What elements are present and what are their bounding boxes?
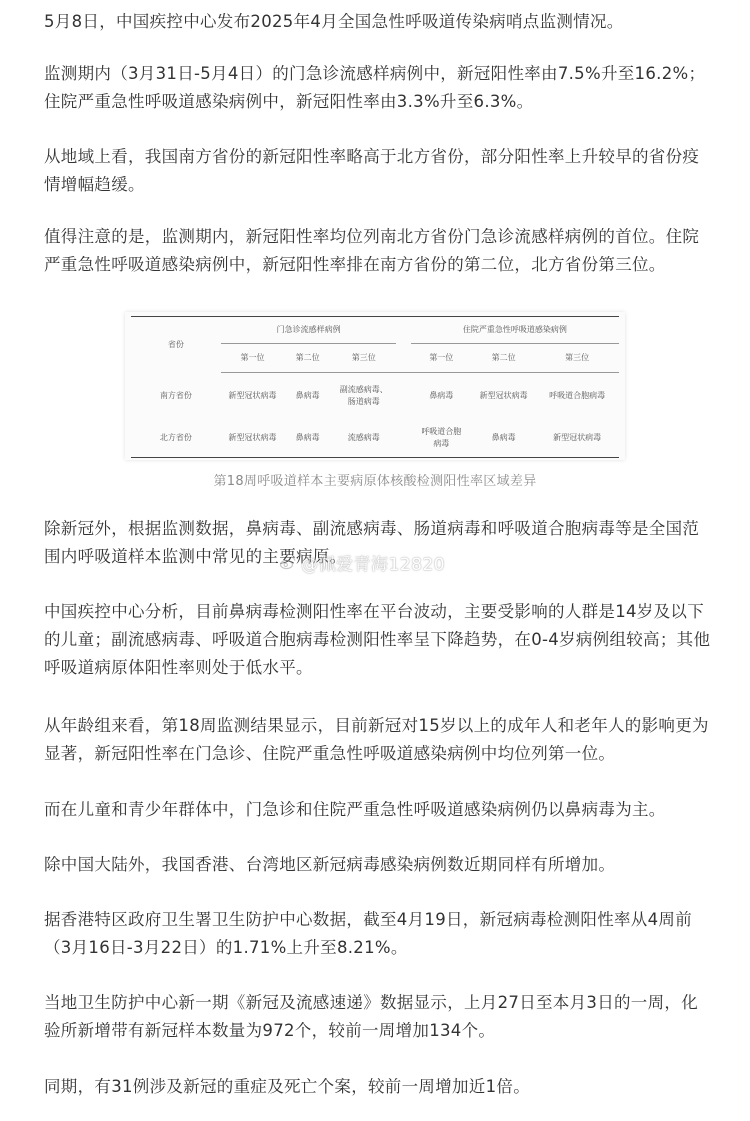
paragraph-5: 中国疾控中心分析，目前鼻病毒检测阳性率在平台波动，主要受影响的人群是14岁及以下的儿童；副流感病毒、呼吸道合胞病毒检测阳性率呈下降趋势，在0-4岁病例组较高；其他呼吸道病原体阳性率则处于低水平。: [44, 602, 711, 677]
table-cell: 流感病毒: [331, 419, 396, 458]
province-header: 省份: [131, 317, 221, 373]
paragraph-0: 5月8日，中国疾控中心发布2025年4月全国急性呼吸道传染病哨点监测情况。: [44, 12, 624, 31]
paragraph-11: 同期，有31例涉及新冠的重症及死亡个案，较前一周增加近1倍。: [44, 1077, 530, 1096]
paragraph-7: 而在儿童和青少年群体中，门急诊和住院严重急性呼吸道感染病例仍以鼻病毒为主。: [44, 800, 666, 819]
pathogen-table-figure: [125, 312, 625, 460]
sub-header: 第三位: [331, 344, 396, 373]
paragraph-10: 当地卫生防护中心新一期《新冠及流感速递》数据显示，上月27日至本月3日的一周，化验所新增带有新冠样本数量为972个，较前一周增加134个。: [44, 993, 698, 1040]
table-cell: 副流感病毒、肠道病毒: [339, 385, 388, 406]
table-cell: 鼻病毒: [284, 419, 331, 458]
table-cell: 新型冠状病毒: [479, 391, 528, 400]
table-cell: 鼻病毒: [295, 391, 320, 400]
paragraph-6: 从年龄组来看，第18周监测结果显示，目前新冠对15岁以上的成年人和老年人的影响更为显著，新冠阳性率在门急诊、住院严重急性呼吸道感染病例中均位列第一位。: [44, 716, 709, 763]
province-cell: 南方省份: [159, 390, 192, 400]
watermark-text: @佩爱青海12820: [301, 555, 446, 575]
paragraph-2: 从地域上看，我国南方省份的新冠阳性率略高于北方省份，部分阳性率上升较早的省份疫情增幅趋缓。: [44, 147, 700, 194]
table-cell: 新型冠状病毒: [221, 419, 284, 458]
weibo-icon: [279, 554, 297, 572]
pathogen-table: [131, 316, 619, 458]
sub-header: 第二位: [284, 344, 331, 373]
group-header-outpatient: 门急诊流感样病例: [221, 317, 397, 344]
paragraph-3: 值得注意的是，监测期内，新冠阳性率均位列南北方省份门急诊流感样病例的首位。住院严重急性呼吸道感染病例中，新冠阳性率排在南方省份的第二位，北方省份第三位。: [44, 227, 700, 274]
sub-header: 第一位: [411, 344, 472, 373]
group-header-inpatient: 住院严重急性呼吸道感染病例: [411, 317, 619, 344]
table-row: [131, 419, 619, 458]
watermark: [279, 550, 445, 575]
figure-caption: 第18周呼吸道样本主要病原体核酸检测阳性率区域差异: [213, 474, 537, 489]
province-cell: 北方省份: [131, 419, 221, 458]
table-cell: 呼吸道合胞病毒: [549, 391, 606, 400]
sub-header: 第二位: [472, 344, 535, 373]
table-cell: 鼻病毒: [429, 391, 454, 400]
paragraph-1: 监测期内（3月31日-5月4日）的门急诊流感样病例中，新冠阳性率由7.5%升至16.2%；住院严重急性呼吸道感染病例中，新冠阳性率由3.3%升至6.3%。: [44, 64, 706, 111]
table-cell: 新型冠状病毒: [535, 419, 619, 458]
table-cell: 呼吸道合胞病毒: [411, 419, 472, 458]
paragraph-8: 除中国大陆外，我国香港、台湾地区新冠病毒感染病例数近期同样有所增加。: [44, 855, 616, 874]
sub-header: 第三位: [535, 344, 619, 373]
table-cell: 鼻病毒: [472, 419, 535, 458]
paragraph-9: 据香港特区政府卫生署卫生防护中心数据，截至4月19日，新冠病毒检测阳性率从4周前（3月16日-3月22日）的1.71%上升至8.21%。: [44, 910, 692, 957]
table-cell: 新型冠状病毒: [228, 391, 277, 400]
paragraph-4: 除新冠外，根据监测数据，鼻病毒、副流感病毒、肠道病毒和呼吸道合胞病毒等是全国范围内呼吸道样本监测中常见的主要病原。: [44, 519, 700, 566]
sub-header: 第一位: [221, 344, 284, 373]
table-row: [131, 373, 619, 420]
